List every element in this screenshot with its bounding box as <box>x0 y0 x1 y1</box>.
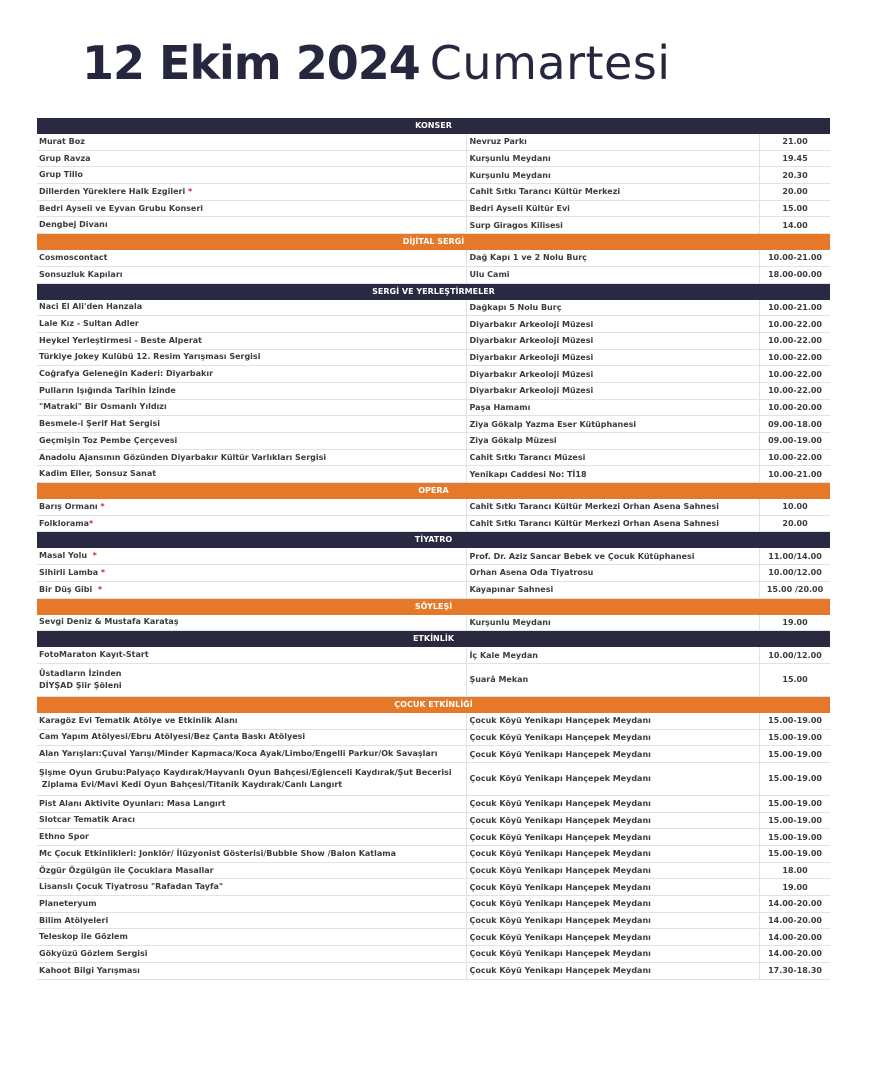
time-cell: 15.00-19.00 <box>759 796 830 812</box>
event-name: Folklorama <box>39 518 90 528</box>
table-row <box>37 300 830 317</box>
event-name-cell <box>37 517 466 531</box>
event-name-cell <box>37 218 466 232</box>
event-name-cell <box>37 168 466 182</box>
schedule-table <box>37 118 830 980</box>
asterisk-mark: * <box>92 551 97 561</box>
time-cell: 20.30 <box>759 167 830 183</box>
table-row <box>37 333 830 350</box>
event-name: Alan Yarışları:Çuval Yarışı/Minder Kapmaca/Koca Ayak/Limbo/Engelli Parkur/Ok Savaşları <box>39 749 438 759</box>
event-name-cell <box>37 964 466 978</box>
table-row <box>37 316 830 333</box>
venue-cell: Çocuk Köyü Yenikapı Hançepek Meydanı <box>466 763 759 795</box>
event-name: Üstadların İzinden <box>39 668 122 678</box>
table-row <box>37 416 830 433</box>
section-header: DİJİTAL SERGİ <box>37 234 830 250</box>
table-row <box>37 896 830 913</box>
table-row <box>37 565 830 582</box>
event-name-cell <box>37 648 466 662</box>
venue-cell: Çocuk Köyü Yenikapı Hançepek Meydanı <box>466 796 759 812</box>
event-name-cell <box>37 847 466 861</box>
time-cell: 15.00 /20.00 <box>759 582 830 598</box>
time-cell: 20.00 <box>759 184 830 200</box>
venue-cell: Prof. Dr. Aziz Sancar Bebek ve Çocuk Kütüphanesi <box>466 548 759 564</box>
table-row <box>37 763 830 796</box>
event-name-cell <box>37 451 466 465</box>
venue-cell: Çocuk Köyü Yenikapı Hançepek Meydanı <box>466 846 759 862</box>
title-day: Cumartesi <box>429 36 671 90</box>
event-name: Barış Ormanı <box>39 501 101 511</box>
venue-cell: Kurşunlu Meydanı <box>466 151 759 167</box>
time-cell: 19.00 <box>759 879 830 895</box>
event-name: Gökyüzü Gözlem Sergisi <box>39 948 148 958</box>
event-name-cell <box>37 549 466 563</box>
table-row <box>37 366 830 383</box>
venue-cell: Ziya Gökalp Yazma Eser Kütüphanesi <box>466 416 759 432</box>
table-row <box>37 450 830 467</box>
event-name-cell <box>37 135 466 149</box>
time-cell: 14.00-20.00 <box>759 896 830 912</box>
venue-cell: Çocuk Köyü Yenikapı Hançepek Meydanı <box>466 746 759 762</box>
event-name: Ethno Spor <box>39 832 89 842</box>
asterisk-mark: * <box>100 567 106 577</box>
event-name-cell <box>37 914 466 928</box>
time-cell: 11.00/14.00 <box>759 548 830 564</box>
event-name-cell <box>37 152 466 166</box>
venue-cell: Dağ Kapı 1 ve 2 Nolu Burç <box>466 250 759 266</box>
time-cell: 15.00-19.00 <box>759 829 830 845</box>
time-cell: 10.00-22.00 <box>759 366 830 382</box>
venue-cell: Ulu Cami <box>466 267 759 283</box>
asterisk-mark: * <box>100 501 105 511</box>
table-row <box>37 647 830 664</box>
event-name-cell <box>37 947 466 961</box>
event-name: Cosmoscontact <box>39 252 108 262</box>
event-name: Teleskop ile Gözlem <box>39 932 128 942</box>
table-row <box>37 466 830 483</box>
event-name: Dillerden Yüreklere Halk Ezgileri <box>39 186 188 196</box>
event-name-cell <box>37 367 466 381</box>
time-cell: 21.00 <box>759 134 830 150</box>
event-name-cell <box>37 583 466 597</box>
venue-cell: Çocuk Köyü Yenikapı Hançepek Meydanı <box>466 913 759 929</box>
venue-cell: Bedri Ayseli Kültür Evi <box>466 201 759 217</box>
table-row <box>37 383 830 400</box>
time-cell: 15.00-19.00 <box>759 846 830 862</box>
event-name-cell <box>37 813 466 827</box>
event-name-cell <box>37 350 466 364</box>
time-cell: 09.00-18.00 <box>759 416 830 432</box>
table-row <box>37 184 830 201</box>
event-name: Lale Kız - Sultan Adler <box>39 319 139 329</box>
venue-cell: Diyarbakır Arkeoloji Müzesi <box>466 316 759 332</box>
asterisk-mark: * <box>89 518 94 528</box>
table-row <box>37 615 830 632</box>
time-cell: 10.00-21.00 <box>759 466 830 482</box>
venue-cell: Kurşunlu Meydanı <box>466 615 759 631</box>
time-cell: 14.00-20.00 <box>759 929 830 945</box>
time-cell: 10.00 <box>759 499 830 515</box>
time-cell: 10.00-22.00 <box>759 383 830 399</box>
section-header: TİYATRO <box>37 532 830 548</box>
section-header: ÇOCUK ETKİNLİĞİ <box>37 697 830 713</box>
event-name-cell <box>37 500 466 514</box>
table-row <box>37 879 830 896</box>
venue-cell: Çocuk Köyü Yenikapı Hançepek Meydanı <box>466 829 759 845</box>
event-name: Bedri Ayseli ve Eyvan Grubu Konseri <box>39 203 204 213</box>
time-cell: 10.00-22.00 <box>759 450 830 466</box>
event-name: Slotcar Tematik Aracı <box>39 815 135 825</box>
venue-cell: Cahit Sıtkı Tarancı Kültür Merkezi Orhan Asena Sahnesi <box>466 516 759 532</box>
event-name: Karagöz Evi Tematik Atölye ve Etkinlik Alanı <box>39 715 238 725</box>
event-name-cell <box>37 251 466 265</box>
venue-cell: Diyarbakır Arkeoloji Müzesi <box>466 383 759 399</box>
venue-cell: Kayapınar Sahnesi <box>466 582 759 598</box>
time-cell: 10.00-22.00 <box>759 333 830 349</box>
event-name-cell <box>37 615 466 629</box>
table-row <box>37 582 830 599</box>
event-name-cell <box>37 880 466 894</box>
event-name-cell <box>37 202 466 216</box>
event-name: Şişme Oyun Grubu:Palyaço Kaydırak/Hayvanlı Oyun Bahçesi/Eğlenceli Kaydırak/Şut Becerisi <box>39 767 452 777</box>
table-row <box>37 250 830 267</box>
event-name-cell <box>37 930 466 944</box>
time-cell: 14.00 <box>759 217 830 233</box>
event-name: Sihirli Lamba <box>39 567 101 577</box>
venue-cell: Paşa Hamamı <box>466 400 759 416</box>
event-name-cell <box>37 334 466 348</box>
table-row <box>37 433 830 450</box>
venue-cell: Cahit Sıtkı Tarancı Müzesi <box>466 450 759 466</box>
event-name-cell <box>37 300 466 314</box>
table-row <box>37 267 830 284</box>
time-cell: 17.30-18.30 <box>759 963 830 979</box>
table-row <box>37 730 830 747</box>
table-row <box>37 829 830 846</box>
asterisk-mark: * <box>187 186 193 196</box>
time-cell: 15.00 <box>759 201 830 217</box>
event-name: Lisanslı Çocuk Tiyatrosu "Rafadan Tayfa" <box>39 882 224 892</box>
time-cell: 19.00 <box>759 615 830 631</box>
section-header: KONSER <box>37 118 830 134</box>
page-title <box>82 36 671 90</box>
table-row <box>37 151 830 168</box>
table-row <box>37 516 830 533</box>
event-name-cell <box>37 747 466 761</box>
event-name: Türkiye Jokey Kulübü 12. Resim Yarışması Sergisi <box>39 352 261 362</box>
event-name-cell <box>37 730 466 744</box>
title-date: 12 Ekim 2024 <box>82 36 420 90</box>
venue-cell: Çocuk Köyü Yenikapı Hançepek Meydanı <box>466 929 759 945</box>
event-name-cell <box>37 384 466 398</box>
time-cell: 09.00-19.00 <box>759 433 830 449</box>
venue-cell: Ziya Gökalp Müzesi <box>466 433 759 449</box>
venue-cell: Cahit Sıtkı Tarancı Kültür Merkezi Orhan Asena Sahnesi <box>466 499 759 515</box>
table-row <box>37 134 830 151</box>
table-row <box>37 813 830 830</box>
event-name: FotoMaraton Kayıt-Start <box>39 650 149 660</box>
event-name: "Matraki" Bir Osmanlı Yıldızı <box>39 402 167 412</box>
event-name-cell <box>37 864 466 878</box>
event-name: Planeteryum <box>39 898 97 908</box>
event-name-cell <box>37 434 466 448</box>
event-name-cell <box>37 417 466 431</box>
table-row <box>37 548 830 565</box>
event-name: Kahoot Bilgi Yarışması <box>39 965 140 975</box>
event-name: Geçmişin Toz Pembe Çerçevesi <box>39 435 178 445</box>
venue-cell: Nevruz Parkı <box>466 134 759 150</box>
time-cell: 19.45 <box>759 151 830 167</box>
event-name: Anadolu Ajansının Gözünden Diyarbakır Kültür Varlıkları Sergisi <box>39 452 327 462</box>
section-header: OPERA <box>37 483 830 499</box>
venue-cell: Çocuk Köyü Yenikapı Hançepek Meydanı <box>466 813 759 829</box>
time-cell: 18.00 <box>759 863 830 879</box>
event-name: Özgür Özgülgün ile Çocuklara Masallar <box>39 865 214 875</box>
time-cell: 15.00-19.00 <box>759 746 830 762</box>
venue-cell: Diyarbakır Arkeoloji Müzesi <box>466 350 759 366</box>
event-name: Mc Çocuk Etkinlikleri: Jonklör/ İlüzyonist Gösterisi/Bubble Show /Balon Katlama <box>39 848 397 858</box>
venue-cell: Çocuk Köyü Yenikapı Hançepek Meydanı <box>466 946 759 962</box>
section-header: ETKİNLİK <box>37 631 830 647</box>
event-name: Cam Yapım Atölyesi/Ebru Atölyesi/Bez Çanta Baskı Atölyesi <box>39 732 306 742</box>
table-row <box>37 846 830 863</box>
event-name: Naci El Ali'den Hanzala <box>39 302 143 312</box>
time-cell: 14.00-20.00 <box>759 913 830 929</box>
event-name: Sevgi Deniz & Mustafa Karataş <box>39 617 179 627</box>
event-name-cell <box>37 400 466 414</box>
time-cell: 10.00-21.00 <box>759 250 830 266</box>
table-row <box>37 664 830 697</box>
venue-cell: Cahit Sıtkı Tarancı Kültür Merkezi <box>466 184 759 200</box>
event-name-cell <box>37 766 466 792</box>
event-name-cell <box>37 467 466 481</box>
table-row <box>37 796 830 813</box>
event-name: Kadim Eller, Sonsuz Sanat <box>39 469 157 479</box>
venue-cell: Çocuk Köyü Yenikapı Hançepek Meydanı <box>466 863 759 879</box>
asterisk-mark: * <box>97 584 102 594</box>
event-name-cell <box>37 317 466 331</box>
time-cell: 15.00-19.00 <box>759 763 830 795</box>
time-cell: 18.00-00.00 <box>759 267 830 283</box>
venue-cell: Çocuk Köyü Yenikapı Hançepek Meydanı <box>466 879 759 895</box>
table-row <box>37 499 830 516</box>
event-name: Bilim Atölyeleri <box>39 915 109 925</box>
event-name-cell <box>37 714 466 728</box>
event-name-cell <box>37 185 466 199</box>
table-row <box>37 929 830 946</box>
time-cell: 15.00-19.00 <box>759 730 830 746</box>
event-name: Heykel Yerleştirmesi - Beste Alperat <box>39 335 202 345</box>
event-name: Grup Ravza <box>39 153 91 163</box>
event-name-cell <box>37 830 466 844</box>
event-name-line2: Ziplama Evi/Mavi Kedi Oyun Bahçesi/Titanik Kaydırak/Canlı Langırt <box>39 779 343 789</box>
event-name-line2: DİYŞAD Şiir Şöleni <box>39 680 122 690</box>
section-header: SÖYLEŞİ <box>37 599 830 615</box>
table-row <box>37 746 830 763</box>
venue-cell: Çocuk Köyü Yenikapı Hançepek Meydanı <box>466 896 759 912</box>
venue-cell: Yenikapı Caddesi No: Tİ18 <box>466 466 759 482</box>
section-header: SERGİ VE YERLEŞTİRMELER <box>37 284 830 300</box>
time-cell: 15.00 <box>759 664 830 696</box>
event-name: Sonsuzluk Kapıları <box>39 269 123 279</box>
time-cell: 20.00 <box>759 516 830 532</box>
event-name: Bir Düş Gibi <box>39 584 98 594</box>
venue-cell: Diyarbakır Arkeoloji Müzesi <box>466 366 759 382</box>
event-name: Pist Alanı Aktivite Oyunları: Masa Langırt <box>39 798 226 808</box>
table-row <box>37 350 830 367</box>
time-cell: 10.00/12.00 <box>759 647 830 663</box>
event-name: Murat Boz <box>39 136 85 146</box>
table-row <box>37 201 830 218</box>
time-cell: 10.00-22.00 <box>759 350 830 366</box>
time-cell: 15.00-19.00 <box>759 713 830 729</box>
table-row <box>37 713 830 730</box>
event-name-cell <box>37 268 466 282</box>
venue-cell: İç Kale Meydan <box>466 647 759 663</box>
venue-cell: Kurşunlu Meydanı <box>466 167 759 183</box>
venue-cell: Orhan Asena Oda Tiyatrosu <box>466 565 759 581</box>
event-name-cell <box>37 566 466 580</box>
event-name: Dengbej Divanı <box>39 220 108 230</box>
event-name: Pulların Işığında Tarihin İzinde <box>39 385 176 395</box>
time-cell: 10.00-20.00 <box>759 400 830 416</box>
event-name: Besmele-i Şerif Hat Sergisi <box>39 419 161 429</box>
venue-cell: Çocuk Köyü Yenikapı Hançepek Meydanı <box>466 713 759 729</box>
event-name-cell <box>37 667 466 693</box>
table-row <box>37 863 830 880</box>
event-name: Grup Tillo <box>39 170 83 180</box>
table-row <box>37 167 830 184</box>
table-row <box>37 217 830 234</box>
table-row <box>37 946 830 963</box>
venue-cell: Çocuk Köyü Yenikapı Hançepek Meydanı <box>466 963 759 979</box>
venue-cell: Çocuk Köyü Yenikapı Hançepek Meydanı <box>466 730 759 746</box>
time-cell: 10.00-22.00 <box>759 316 830 332</box>
table-row <box>37 963 830 980</box>
event-name-cell <box>37 897 466 911</box>
venue-cell: Dağkapı 5 Nolu Burç <box>466 300 759 316</box>
event-name: Masal Yolu <box>39 551 93 561</box>
time-cell: 15.00-19.00 <box>759 813 830 829</box>
table-row <box>37 913 830 930</box>
time-cell: 14.00-20.00 <box>759 946 830 962</box>
time-cell: 10.00/12.00 <box>759 565 830 581</box>
event-name-cell <box>37 797 466 811</box>
table-row <box>37 400 830 417</box>
venue-cell: Diyarbakır Arkeoloji Müzesi <box>466 333 759 349</box>
event-name: Coğrafya Geleneğin Kaderi: Diyarbakır <box>39 369 214 379</box>
venue-cell: Surp Giragos Kilisesi <box>466 217 759 233</box>
time-cell: 10.00-21.00 <box>759 300 830 316</box>
venue-cell: Şuarâ Mekan <box>466 664 759 696</box>
